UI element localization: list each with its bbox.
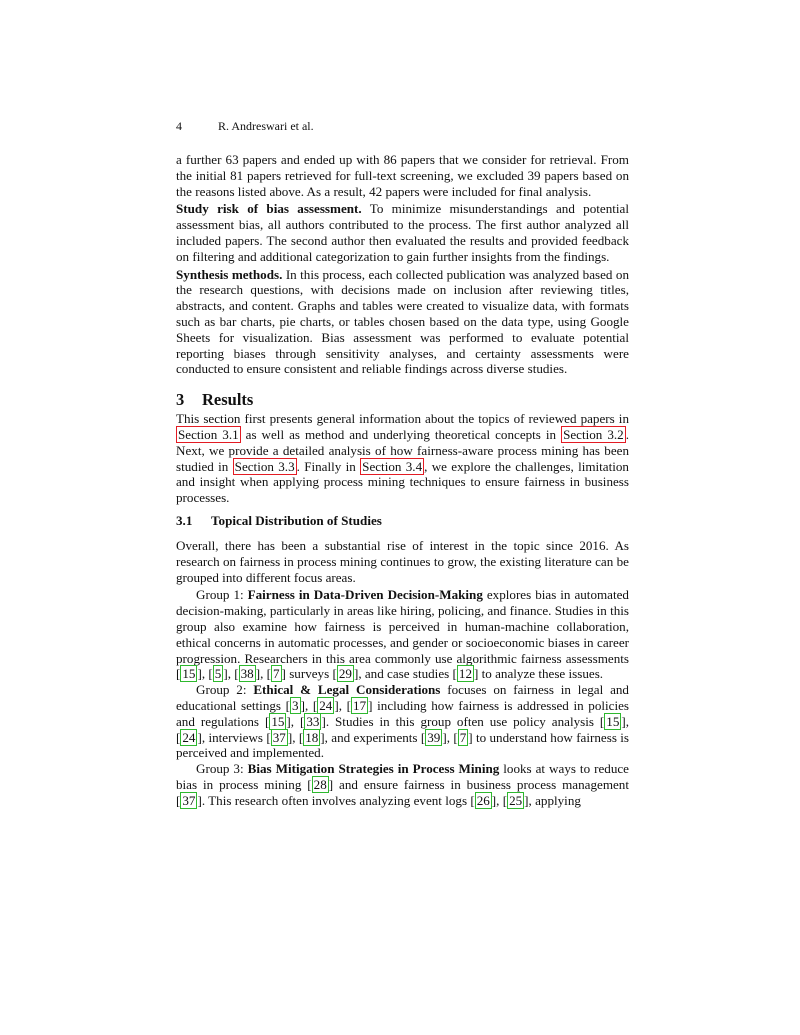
paragraph-group-3: Group 3: Bias Mitigation Strategies in Process Mining looks at ways to reduce bias in process mining [ 28 ] and ensure fairness in business process management [ 37 ]. This research often involves analyzing event logs [ 26 ], [ 25 ], applying	[176, 761, 629, 808]
paragraph-synthesis-methods: Synthesis methods. In this process, each collected publication was analyzed based on the research questions, with decisions made on inclusion after reviewing titles, abstracts, and content. Graphs and tables were created to visualize data, with formats such as bar charts, pie charts, or tables chosen based on the data type, using Google Sheets for visualization. Bias assessment was performed to evaluate potential reporting biases through sensitivity analyses, and certainty assessments were conducted to ensure consistent and reliable findings across diverse studies.	[176, 266, 629, 377]
citation-link[interactable]: 7	[273, 666, 280, 682]
citation-link[interactable]: 24	[182, 729, 196, 745]
citation-link[interactable]: 25	[509, 792, 523, 808]
citation-link[interactable]: 38	[240, 666, 254, 682]
citation-link[interactable]: 12	[458, 666, 472, 682]
citation-link[interactable]: 3	[292, 697, 299, 713]
section-link[interactable]: Section 3.4	[362, 458, 423, 474]
paragraph-screening: a further 63 papers and ended up with 86 papers that we consider for retrieval. From the initial 81 papers retrieved for full-text screening, we excluded 39 papers based on the reasons listed above. As a result, 42 papers were included for final analysis.	[176, 152, 629, 199]
run-in-heading: Synthesis methods.	[176, 266, 283, 282]
paper-page	[176, 119, 629, 808]
group-name: Bias Mitigation Strategies in Process Mining	[247, 761, 500, 777]
group-name: Fairness in Data-Driven Decision-Making	[247, 587, 483, 603]
paragraph-group-2: Group 2: Ethical & Legal Considerations focuses on fairness in legal and educational settings [ 3 ], [ 24 ], [ 17 ] including how fairness is addressed in policies and regulations [ 15 ], [ 33 ]. Studies in this group often use policy analysis [ 15 ], [ 24 ], interviews [ 37 ], [ 18 ], and experiments [ 39 ], [ 7 ] to understand how fairness is perceived and implemented.	[176, 682, 630, 761]
paragraph-group-1: Group 1: Fairness in Data-Driven Decision-Making explores bias in automated decision-making, particularly in areas like hiring, policing, and finance. Studies in this group also examine how fairness is perceived in human-machine collaboration, ethical concerns in automatic processes, and gender or socioeconomic biases in career progression. Researchers in this area commonly use algorithmic fairness assessments [ 15 ], [ 5 ], [ 38 ], [ 7 ] surveys [ 29 ], and case studies [ 12 ] to analyze these issues.	[176, 587, 629, 682]
section-number: 3	[176, 390, 185, 410]
paragraph-overview: Overall, there has been a substantial rise of interest in the topic since 2016. As research on fairness in process mining continues to grow, the existing literature can be grouped into different focus areas.	[176, 537, 629, 585]
paragraph-bias-assessment: Study risk of bias assessment. To minimize misunderstandings and potential assessment bias, all authors contributed to the process. The first author analyzed all included papers. The second author then evaluated the results and provided feedback on filtering and additional categorization to gain further insights from the findings.	[176, 201, 629, 264]
section-title: Results	[202, 390, 254, 410]
subsection-title: Topical Distribution of Studies	[211, 512, 382, 528]
citation-link[interactable]: 15	[182, 666, 196, 682]
citation-link[interactable]: 7	[459, 729, 467, 745]
citation-link[interactable]: 26	[476, 792, 490, 808]
citation-link[interactable]: 18	[305, 729, 319, 745]
citation-link[interactable]: 5	[214, 666, 222, 682]
section-link[interactable]: Section 3.1	[178, 426, 239, 442]
citation-link[interactable]: 15	[606, 713, 620, 729]
subsection-number: 3.1	[176, 512, 193, 528]
citation-link[interactable]: 33	[306, 713, 320, 729]
group-name: Ethical & Legal Considerations	[253, 682, 441, 698]
page-number: 4	[176, 119, 182, 133]
section-link[interactable]: Section 3.2	[563, 426, 624, 442]
citation-link[interactable]: 24	[319, 697, 333, 713]
citation-link[interactable]: 17	[353, 697, 367, 713]
running-header	[176, 119, 629, 134]
citation-link[interactable]: 39	[427, 729, 441, 745]
citation-link[interactable]: 37	[182, 792, 196, 808]
citation-link[interactable]: 29	[338, 666, 352, 682]
run-in-heading: Study risk of bias assessment.	[176, 201, 362, 217]
section-heading	[176, 390, 629, 410]
citation-link[interactable]: 37	[272, 729, 286, 745]
paragraph-results-intro: This section first presents general information about the topics of reviewed papers in Section 3.1 as well as method and underlying theoretical concepts in Section 3.2 . Next, we provide a detailed analysis of how fairness-aware process mining has been studied in Section 3.3 . Finally in Section 3.4 , we explore the challenges, limitation and insight when applying process mining techniques to ensure fairness in business processes.	[176, 411, 629, 506]
citation-link[interactable]: 15	[271, 713, 285, 729]
section-link[interactable]: Section 3.3	[234, 458, 295, 474]
citation-link[interactable]: 28	[313, 776, 327, 792]
running-authors: R. Andreswari et al.	[218, 119, 314, 133]
subsection-heading	[176, 513, 629, 529]
